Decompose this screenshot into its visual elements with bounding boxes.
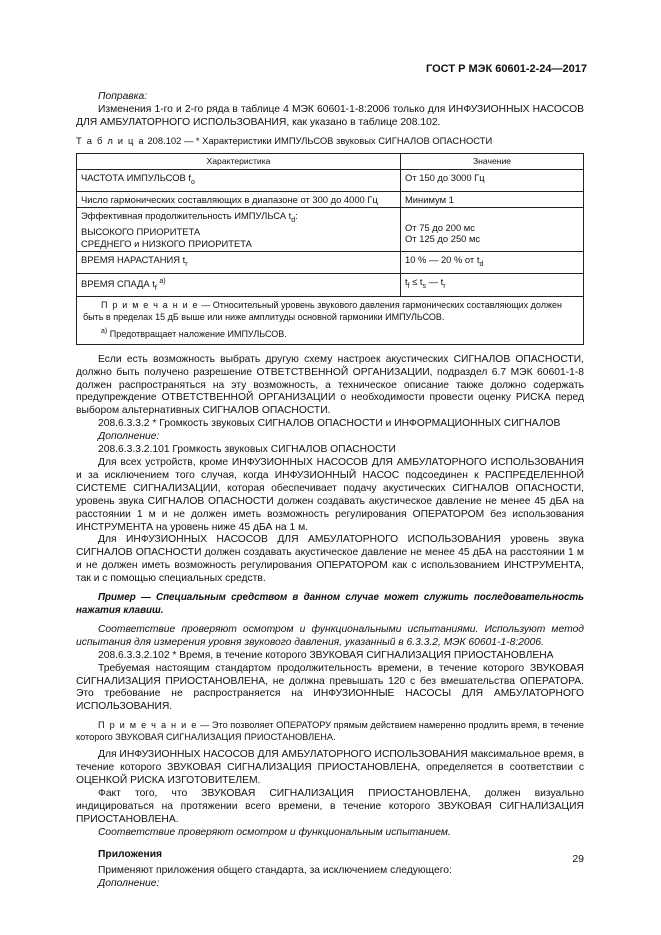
paragraph: Для ИНФУЗИОННЫХ НАСОСОВ ДЛЯ АМБУЛАТОРНОГО ИСПОЛЬЗОВАНИЯ уровень звука СИГНАЛОВ ОПАСНОСТИ должен создавать акустическое давление не менее 45 дБА на расстоянии 1 м и не должен иметь возможность регулирования ОПЕРАТОРОМ как с использованием ИНСТРУМЕНТА, так и с помощью специальных средств. <box>76 534 584 585</box>
table-row <box>77 273 584 297</box>
amendment-label: Поправка: <box>98 91 148 102</box>
table-note <box>77 297 584 345</box>
table-row <box>77 208 584 252</box>
cell-text: Эффективная продолжительность ИМПУЛЬСА t <box>81 210 292 221</box>
cell-text: 10 % — 20 % от t <box>405 254 480 266</box>
note-text: — Относительный уровень звукового давления гармонических составляющих должен быть в пределах 15 дБ выше или ниже амплитуды основной гармоники ИМПУЛЬСОВ. <box>83 300 562 322</box>
table-row <box>77 191 584 208</box>
table-cell <box>77 273 401 297</box>
table-row <box>77 170 584 191</box>
cell-text: ВРЕМЯ НАРАСТАНИЯ t <box>81 254 186 266</box>
document-body <box>76 91 584 891</box>
table-cell <box>77 170 401 191</box>
cell-sub: s <box>422 282 427 290</box>
appendix-title: Приложения <box>98 848 163 860</box>
impulse-characteristics-table <box>76 153 584 345</box>
table-row <box>77 252 584 273</box>
cell-line: От 75 до 200 мс <box>405 221 475 233</box>
table-cell <box>77 208 401 252</box>
cell-sub: r <box>185 261 188 269</box>
cell-sup: а) <box>159 277 166 285</box>
document-header: ГОСТ Р МЭК 60601-2-24—2017 <box>426 63 587 75</box>
cell-line: ВЫСОКОГО ПРИОРИТЕТА <box>81 226 201 238</box>
note-text: — Это позволяет ОПЕРАТОРУ прямым действием намеренно продлить время, в течение которого ЗВУКОВАЯ СИГНАЛИЗАЦИЯ ПРИОСТАНОВЛЕНА. <box>76 720 584 742</box>
note-label: П р и м е ч а н и е <box>98 720 198 731</box>
paragraph: Факт того, что ЗВУКОВАЯ СИГНАЛИЗАЦИЯ ПРИОСТАНОВЛЕНА, должен визуально индицироваться на протяжении всего времени, в течение которого ЗВУКОВАЯ СИГНАЛИЗАЦИЯ ПРИОСТАНОВЛЕНА. <box>76 787 584 825</box>
cell-text: ВРЕМЯ СПАДА t <box>81 277 155 289</box>
cell-line: Эффективная продолжительность ИМПУЛЬСА $t_d$: <box>81 210 298 224</box>
cell-sub: d <box>479 261 484 269</box>
note <box>76 720 584 743</box>
cell-line: От 125 до 250 мс <box>405 233 481 244</box>
table-cell <box>401 252 584 273</box>
cell-sub: d <box>291 216 296 224</box>
addition-label: Дополнение: <box>98 431 160 443</box>
paragraph: Применяют приложения общего стандарта, за исключением следующего: <box>98 865 452 877</box>
addition-label: Дополнение: <box>98 878 160 890</box>
table-note-text <box>83 300 577 323</box>
col-header-characteristic: Характеристика <box>77 153 401 170</box>
paragraph: Для всех устройств, кроме ИНФУЗИОННЫХ НАСОСОВ ДЛЯ АМБУЛАТОРНОГО ИСПОЛЬЗОВАНИЯ и за исключением того случая, когда ИНФУЗИОННЫЙ НАСОС подсоединен к РАСПРЕДЕЛЕННОЙ СИСТЕМЕ СИГНАЛИЗАЦИИ, которая обеспечивает подачу акустических СИГНАЛОВ ОПАСНОСТИ, уровень звука СИГНАЛОВ ОПАСНОСТИ должен создавать акустическое давление не менее 45 дБА на расстоянии 1 м и не должен иметь возможность регулирования ОПЕРАТОРОМ без использования ИНСТРУМЕНТА на уровень ниже 45 дБА на 1 м. <box>76 457 584 533</box>
table-caption <box>76 135 584 148</box>
cell-sub: r <box>443 282 446 290</box>
section-heading: 208.6.3.3.2.101 Громкость звуковых СИГНАЛОВ ОПАСНОСТИ <box>98 444 396 456</box>
note-label: П р и м е ч а н и е <box>101 300 199 311</box>
table-cell <box>77 252 401 273</box>
paragraph: Если есть возможность выбрать другую схему настроек акустических СИГНАЛОВ ОПАСНОСТИ, должно быть получено разрешение ОТВЕТСТВЕННОЙ ОРГАНИЗАЦИИ, подраздел 6.7 МЭК 60601-1-8 должен распространяться на эту возможность, а техническое описание также должно содержать предупреждение ОТВЕТСТВЕННОЙ ОРГАНИЗАЦИИ о необходимости провести оценку РИСКА перед выбором альтернативных СИГНАЛОВ ОПАСНОСТИ. <box>76 353 584 417</box>
cell-text: t <box>405 275 408 287</box>
section-heading: 208.6.3.3.2 * Громкость звуковых СИГНАЛОВ ОПАСНОСТИ и ИНФОРМАЦИОННЫХ СИГНАЛОВ <box>98 418 561 430</box>
table-footnote <box>83 326 577 341</box>
compliance-text: Соответствие проверяют осмотром и функциональным испытанием. <box>98 826 451 838</box>
table-cell: От 150 до 3000 Гц <box>401 170 584 191</box>
cell-text: — t <box>426 275 444 287</box>
table-cell: Число гармонических составляющих в диапазоне от 300 до 4000 Гц <box>77 191 401 208</box>
paragraph: Для ИНФУЗИОННЫХ НАСОСОВ ДЛЯ АМБУЛАТОРНОГО ИСПОЛЬЗОВАНИЯ максимальное время, в течение которого ЗВУКОВАЯ СИГНАЛИЗАЦИЯ ПРИОСТАНОВЛЕНА, определяется в соответствии с ОЦЕНКОЙ РИСКА ИЗГОТОВИТЕЛЕМ. <box>76 749 585 787</box>
amendment-text: Изменения 1-го и 2-го ряда в таблице 4 МЭК 60601-1-8:2006 только для ИНФУЗИОННЫХ НАСОСОВ ДЛЯ АМБУЛАТОРНОГО ИСПОЛЬЗОВАНИЯ, как указано в таблице 208.102. <box>76 103 584 128</box>
footnote-mark: а) <box>101 328 108 336</box>
example: Пример — Специальным средством в данном случае может служить последовательность нажатия клавиш. <box>76 592 584 616</box>
table-cell: Минимум 1 <box>401 191 584 208</box>
section-heading: 208.6.3.3.2.102 * Время, в течение которого ЗВУКОВАЯ СИГНАЛИЗАЦИЯ ПРИОСТАНОВЛЕНА <box>98 649 554 661</box>
cell-text: ЧАСТОТА ИМПУЛЬСОВ f <box>81 172 191 184</box>
cell-sub: f <box>407 282 410 290</box>
table-note-row <box>77 297 584 345</box>
table-header-row <box>77 153 584 170</box>
cell-line: СРЕДНЕГО и НИЗКОГО ПРИОРИТЕТА <box>81 237 252 249</box>
footnote-text: Предотвращает наложение ИМПУЛЬСОВ. <box>107 329 287 340</box>
compliance-text: Соответствие проверяют осмотром и функциональными испытаниями. Используют метод испытания для измерения уровня звукового давления, указанный в 6.3.3.2, МЭК 60601-1-8:2006. <box>76 623 584 648</box>
page-number: 29 <box>572 853 584 865</box>
table-cell <box>401 208 584 252</box>
cell-sub: o <box>190 179 195 186</box>
table-caption-text: 208.102 — * Характеристики ИМПУЛЬСОВ звуковых СИГНАЛОВ ОПАСНОСТИ <box>147 134 493 146</box>
cell-text: ≤ t <box>409 275 423 287</box>
col-header-value: Значение <box>401 153 584 170</box>
paragraph: Требуемая настоящим стандартом продолжительность времени, в течение которого ЗВУКОВАЯ СИГНАЛИЗАЦИЯ ПРИОСТАНОВЛЕНА, не должна превышать 120 с без вмешательства ОПЕРАТОРА. Это требование не распространяется на ИНФУЗИОННЫЕ НАСОСЫ ДЛЯ АМБУЛАТОРНОГО ИСПОЛЬЗОВАНИЯ. <box>76 662 584 713</box>
cell-sub: f <box>154 284 157 292</box>
table-caption-prefix: Т а б л и ц а <box>76 134 145 146</box>
table-cell <box>401 273 584 297</box>
